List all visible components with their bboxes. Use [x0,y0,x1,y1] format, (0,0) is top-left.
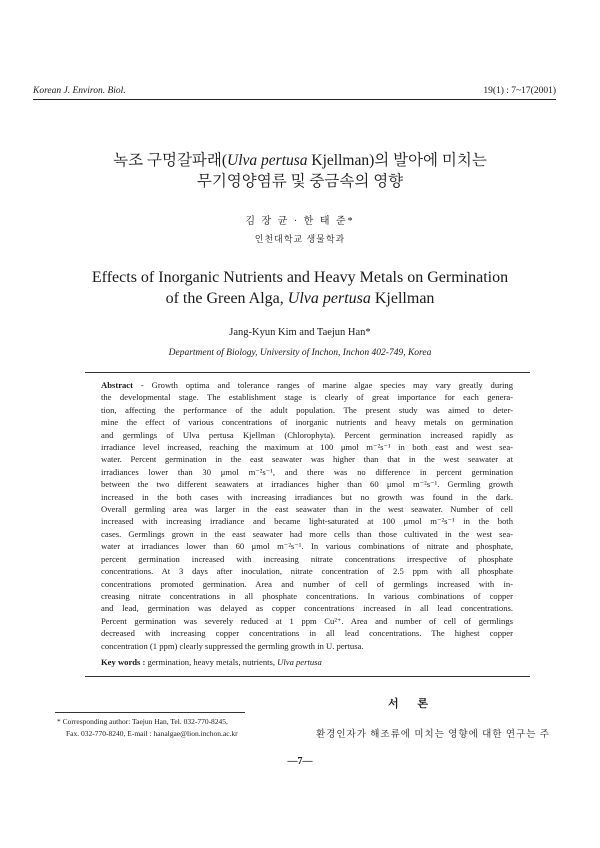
abstract-line: irradiances lower than 30 μmol m⁻²s⁻¹, and there was no difference in percent germination [101,466,513,477]
abstract-line: concentration (1 ppm) clearly suppressed the germling growth in U. pertusa. [101,640,364,651]
english-title [0,267,600,309]
footnote-line1: * Corresponding author: Taejun Han, Tel. 032-770-8245, [57,717,228,726]
abstract-line: decreased with increasing copper concentrations in all lead concentrations. The highest copper [101,628,513,639]
korean-affiliation: 인천대학교 생물학과 [254,234,346,244]
abstract-line: increased with increasing irradiance and became light-saturated at 100 μmol m⁻²s⁻¹ in the both [101,516,513,527]
korean-title-line1: 녹조 구멍갈파래(Ulva pertusa Kjellman)의 발아에 미치는 [113,152,487,169]
english-title-line1: Effects of Inorganic Nutrients and Heavy Metals on Germination [91,269,509,286]
footnote-rule [55,712,245,713]
abstract [101,379,513,652]
abstract-line: tion, affecting the performance of the adult population. The present study was aimed to deter- [101,404,513,415]
keywords: Key words : germination, heavy metals, nutrients, Ulva pertusa [101,657,322,667]
abstract-label: Abstract [101,380,133,390]
volume-info: 19(1) : 7~17(2001) [483,86,556,96]
abstract-line: concentrations. At 3 days after inoculation, nitrate concentration of 2.5 ppm with all phosphate [101,566,513,577]
footnote-line2: Fax. 032-770-8240, E-mail : hanalgae@lion.inchon.ac.kr [66,729,238,738]
abstract-top-rule [85,372,530,373]
abstract-line: and lead, germination was delayed as copper concentrations increased in all lead concentrations. [101,603,513,614]
english-affiliation: Department of Biology, University of Inchon, Inchon 402-749, Korea [168,348,432,358]
section-heading-introduction: 서 론 [388,698,437,710]
abstract-line: Overall germling area was larger in the east seawater than in the west seawater. Number of cell [101,504,513,515]
abstract-body [101,379,513,652]
abstract-line: the developmental stage. The establishment stage is clearly of great importance for each genera- [101,392,513,403]
abstract-bottom-rule [85,676,530,677]
korean-title [0,150,600,192]
abstract-line: cases. Germlings grown in the east seawater had more cells than those cultivated in the west sea- [101,528,513,539]
abstract-line: increased in the both cases with increasing irradiances but no growth was found in the dark. [101,491,513,502]
header-rule [33,99,556,100]
page-number: —7— [287,756,313,767]
abstract-line: concentrations promoted germination. Area and number of cell of germlings increased with in- [101,578,513,589]
abstract-line: Percent germination was severely reduced at 1 ppm Cu²⁺. Area and number of cell of germlings [101,615,513,626]
abstract-line: percent germination increased with increasing nitrate concentrations irrespective of phosphate [101,553,513,564]
english-authors: Jang-Kyun Kim and Taejun Han* [229,327,371,338]
abstract-line: water. Percent germination in the east seawater was higher than that in the west seawater at [101,454,513,465]
abstract-line: creasing nitrate concentrations in all phosphate concentrations. In various combinations of copper [101,590,513,601]
abstract-line: irradiance level increased, reaching the maximum at 100 μmol m⁻²s⁻¹ in both east and west sea- [101,442,513,453]
abstract-line: between the two different seawaters at irradiances higher than 60 μmol m⁻²s⁻¹. Germling growth [101,479,513,490]
korean-authors: 김 장 균 · 한 태 준* [245,216,355,227]
english-title-line2: of the Green Alga, Ulva pertusa Kjellman [165,290,435,307]
abstract-line: and germlings of Ulva pertusa Kjellman (Chlorophyta). Percent germination increased rapidly as [101,429,513,440]
abstract-line: water at irradiances lower than 60 μmol m⁻²s⁻¹. In various combinations of nitrate and phosphate, [101,541,513,552]
korean-title-line2: 무기영양염류 및 중금속의 영향 [196,173,404,190]
introduction-first-line: 환경인자가 해조류에 미치는 영향에 대한 연구는 주 [316,730,550,740]
journal-name: Korean J. Environ. Biol. [33,86,126,96]
abstract-line: Abstract - Growth optima and tolerance ranges of marine algae species may vary greatly during [101,380,513,390]
abstract-line: mine the effect of various concentrations of inorganic nutrients and heavy metals on germination [101,417,513,428]
